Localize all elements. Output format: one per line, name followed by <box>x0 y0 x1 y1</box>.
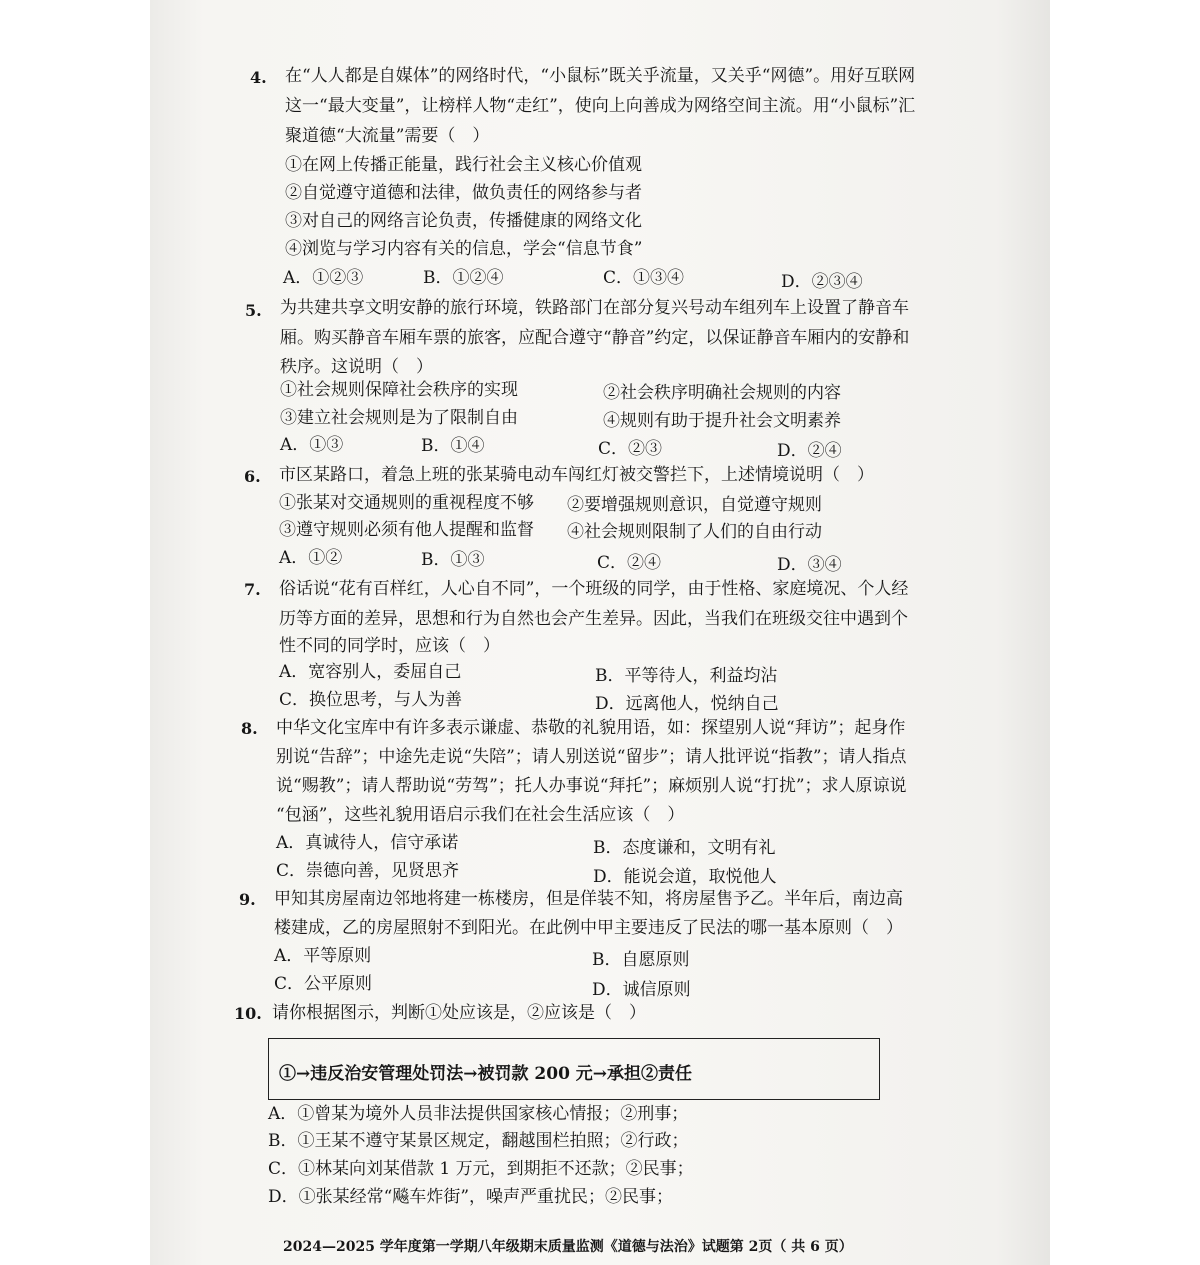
option-d: D．诚信原则 <box>592 980 691 1000</box>
question-number: 10. <box>234 1004 262 1023</box>
option-b: B．自愿原则 <box>592 950 690 970</box>
question-number: 9. <box>239 890 256 909</box>
question-stem-line: 厢。购买静音车厢车票的旅客，应配合遵守“静音”约定，以保证静音车厢内的安静和 <box>280 328 910 348</box>
question-stem-line: 性不同的同学时，应该（ ） <box>279 636 500 656</box>
flow-diagram <box>268 1038 880 1100</box>
statement-item: ③对自己的网络言论负责，传播健康的网络文化 <box>285 211 642 231</box>
option-c: C．①③④ <box>603 268 685 288</box>
option-a: A．真诚待人，信守承诺 <box>276 833 459 853</box>
statement-item: ②要增强规则意识，自觉遵守规则 <box>567 495 822 515</box>
statement-item: ③遵守规则必须有他人提醒和监督 <box>279 520 534 540</box>
question-stem-line: 历等方面的差异，思想和行为自然也会产生差异。因此，当我们在班级交往中遇到个 <box>279 609 908 629</box>
question-stem-line: 这一“最大变量”，让榜样人物“走红”，使向上向善成为网络空间主流。用“小鼠标”汇 <box>285 96 916 116</box>
question-stem-line: 请你根据图示，判断①处应该是，②应该是（ ） <box>272 1003 646 1023</box>
question-number: 6. <box>244 467 261 486</box>
question-stem-line: 俗话说“花有百样红，人心自不同”，一个班级的同学，由于性格、家庭境况、个人经 <box>279 579 909 599</box>
question-stem-line: 说“赐教”；请人帮助说“劳驾”；托人办事说“拜托”；麻烦别人说“打扰”；求人原谅说 <box>276 776 907 796</box>
question-stem-line: 为共建共享文明安静的旅行环境，铁路部门在部分复兴号动车组列车上设置了静音车 <box>280 298 909 318</box>
statement-item: ①社会规则保障社会秩序的实现 <box>280 380 518 400</box>
option-b: B．平等待人，利益均沾 <box>595 666 778 686</box>
statement-item: ④社会规则限制了人们的自由行动 <box>567 522 822 542</box>
statement-item: ④浏览与学习内容有关的信息，学会“信息节食” <box>285 239 643 259</box>
option-a: A．①③ <box>280 435 344 455</box>
question-stem-line: 楼建成，乙的房屋照射不到阳光。在此例中甲主要违反了民法的哪一基本原则（ ） <box>274 918 903 938</box>
option-b: B．①③ <box>421 550 485 570</box>
question-stem-line: 中华文化宝库中有许多表示谦虚、恭敬的礼貌用语，如：探望别人说“拜访”；起身作 <box>276 718 906 738</box>
option-a: A．宽容别人，委屈自己 <box>279 662 462 682</box>
option-c: C．②④ <box>597 553 662 573</box>
flow-diagram-text: ①→违反治安管理处罚法→被罚款 200 元→承担②责任 <box>279 1064 693 1084</box>
question-number: 4. <box>250 68 267 87</box>
question-stem-line: 甲知其房屋南边邻地将建一栋楼房，但是佯装不知，将房屋售予乙。半年后，南边高 <box>274 889 903 909</box>
question-stem-line: “包涵”，这些礼貌用语启示我们在社会生活应该（ ） <box>276 805 685 825</box>
option-d: D．②④ <box>777 441 842 461</box>
option-a: A．①曾某为境外人员非法提供国家核心情报；②刑事； <box>268 1104 689 1124</box>
statement-item: ①在网上传播正能量，践行社会主义核心价值观 <box>285 155 642 175</box>
option-c: C．①林某向刘某借款 1 万元，到期拒不还款；②民事； <box>268 1159 694 1179</box>
question-stem-line: 秩序。这说明（ ） <box>280 357 433 377</box>
question-stem-line: 市区某路口，着急上班的张某骑电动车闯红灯被交警拦下，上述情境说明（ ） <box>279 465 874 485</box>
option-a: A．①② <box>279 548 343 568</box>
statement-item: ②社会秩序明确社会规则的内容 <box>603 383 841 403</box>
option-d: D．①张某经常“飚车炸街”，噪声严重扰民；②民事； <box>268 1187 674 1207</box>
statement-item: ④规则有助于提升社会文明素养 <box>603 411 841 431</box>
question-number: 5. <box>245 301 262 320</box>
option-d: D．②③④ <box>781 272 863 292</box>
question-number: 7. <box>244 580 261 599</box>
page-footer: 2024—2025 学年度第一学期八年级期末质量监测《道德与法治》试题第 2页（ 共 6 页） <box>283 1239 853 1255</box>
option-d: D．③④ <box>777 555 842 575</box>
statement-item: ③建立社会规则是为了限制自由 <box>280 408 518 428</box>
question-stem-line: 别说“告辞”；中途先走说“失陪”；请人别送说“留步”；请人批评说“指教”；请人指点 <box>276 747 907 767</box>
statement-item: ②自觉遵守道德和法律，做负责任的网络参与者 <box>285 183 642 203</box>
option-d: D．能说会道，取悦他人 <box>593 867 777 887</box>
option-b: B．①王某不遵守某景区规定，翻越围栏拍照；②行政； <box>268 1131 689 1151</box>
option-c: C．公平原则 <box>274 974 373 994</box>
option-d: D．远离他人，悦纳自己 <box>595 694 779 714</box>
option-c: C．崇德向善，见贤思齐 <box>276 861 460 881</box>
option-c: C．②③ <box>598 439 663 459</box>
question-number: 8. <box>241 719 258 738</box>
question-stem-line: 在“人人都是自媒体”的网络时代，“小鼠标”既关乎流量，又关乎“网德”。用好互联网 <box>285 66 916 86</box>
option-a: A．平等原则 <box>274 946 372 966</box>
option-b: B．态度谦和，文明有礼 <box>593 838 776 858</box>
question-stem-line: 聚道德“大流量”需要（ ） <box>285 126 490 146</box>
statement-item: ①张某对交通规则的重视程度不够 <box>279 493 534 513</box>
option-b: B．①②④ <box>423 268 504 288</box>
option-c: C．换位思考，与人为善 <box>279 690 463 710</box>
option-b: B．①④ <box>421 436 485 456</box>
option-a: A．①②③ <box>283 268 364 288</box>
